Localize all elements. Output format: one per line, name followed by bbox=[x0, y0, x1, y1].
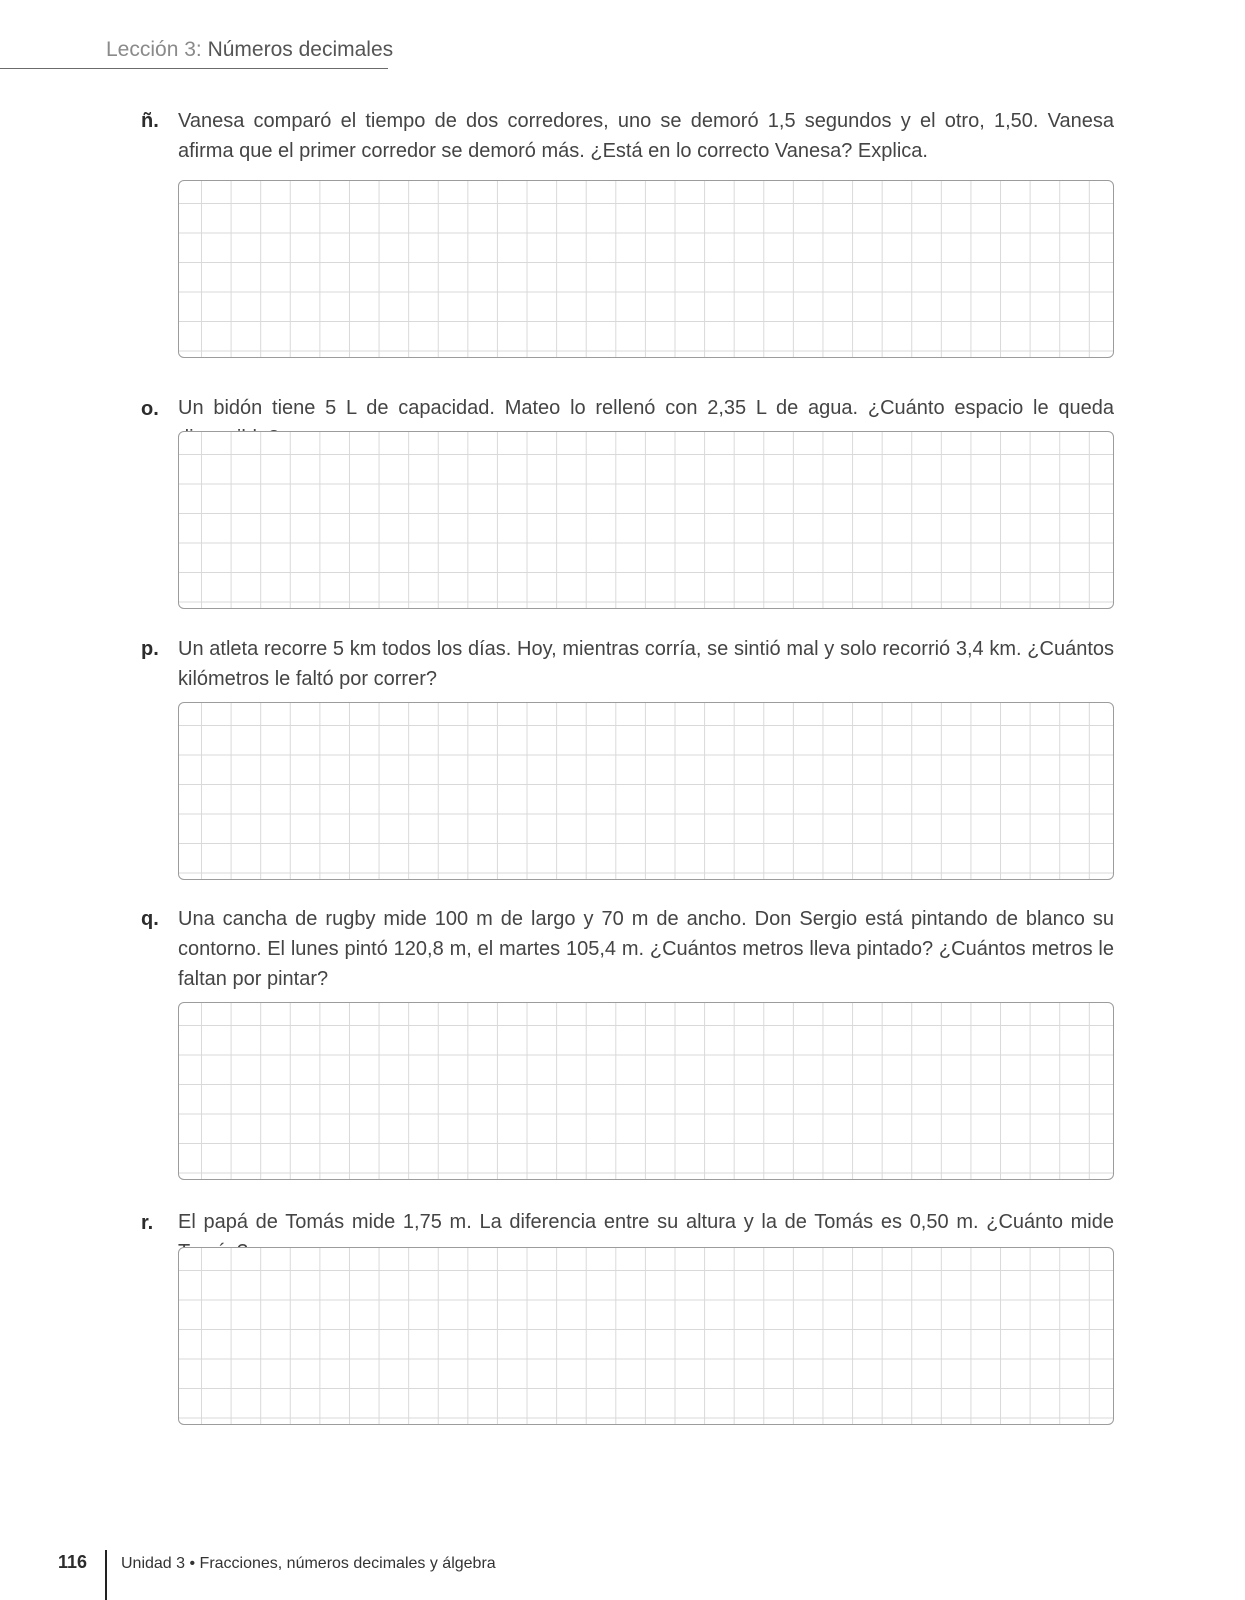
lesson-label: Lección 3: bbox=[106, 38, 202, 61]
answer-grid[interactable] bbox=[178, 1002, 1114, 1180]
answer-grid[interactable] bbox=[178, 180, 1114, 358]
exercise-letter: p. bbox=[141, 638, 159, 660]
exercise-text: El papá de Tomás mide 1,75 m. La diferencia entre su altura y la de Tomás es 0,50 m. ¿Cuánto mide bbox=[178, 1211, 1114, 1233]
exercise-letter: r. bbox=[141, 1212, 154, 1234]
answer-grid[interactable] bbox=[178, 431, 1114, 609]
unit-title: Unidad 3 • Fracciones, números decimales y álgebra bbox=[121, 1555, 496, 1572]
answer-grid[interactable] bbox=[178, 1247, 1114, 1425]
exercise-letter: q. bbox=[141, 908, 159, 930]
answer-grid[interactable] bbox=[178, 702, 1114, 880]
page-number: 116 bbox=[58, 1552, 88, 1572]
exercise-text: Una cancha de rugby mide 100 m de largo y 70 m de ancho. Don Sergio está pintando de blanco su contorno. El lunes pintó 120,8 m, el martes 105,4 m. ¿Cuántos metros lleva pintado? ¿Cuántos metros le faltan por pintar? bbox=[178, 908, 1114, 990]
exercise-text: Vanesa comparó el tiempo de dos corredores, uno se demoró 1,5 segundos y el otro, 1,50. Vanesa afirma que el primer corredor se demoró más. ¿Está en lo correcto Vanesa? Explica. bbox=[178, 110, 1114, 162]
lesson-title bbox=[106, 38, 393, 62]
lesson-header bbox=[0, 36, 394, 69]
exercise-letter: o. bbox=[141, 398, 159, 420]
footer-divider bbox=[105, 1550, 107, 1600]
exercise-text: Un bidón tiene 5 L de capacidad. Mateo lo rellenó con 2,35 L de agua. ¿Cuánto espacio le queda bbox=[178, 397, 1114, 419]
exercise-text: Un atleta recorre 5 km todos los días. Hoy, mientras corría, se sintió mal y solo recorrió 3,4 km. ¿Cuántos kilómetros le faltó por correr? bbox=[178, 638, 1114, 690]
lesson-topic: Números decimales bbox=[207, 38, 394, 61]
exercise-letter: ñ. bbox=[141, 110, 159, 132]
